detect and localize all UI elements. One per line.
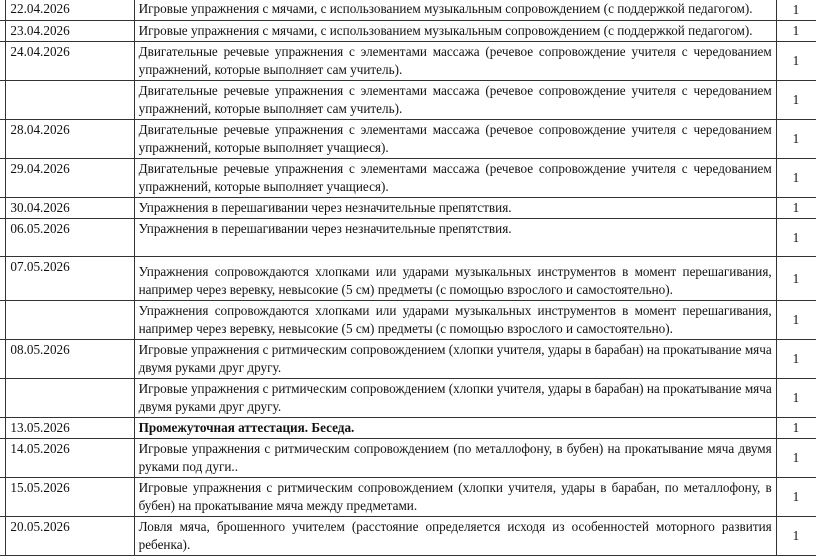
table-row (0, 301, 816, 340)
lesson-topic: Упражнения в перешагивании через незначительные препятствия. (134, 198, 776, 219)
lesson-topic: Упражнения сопровождаются хлопками или ударами музыкальных инструментов в момент перешагивания, например через веревку, невысокие (5 см) предметы (с помощью взрослого и самостоятельно). (134, 301, 776, 340)
table-row (0, 0, 816, 21)
lesson-date: 28.04.2026 (6, 120, 134, 159)
lesson-topic: Упражнения в перешагивании через незначительные препятствия. (134, 219, 776, 257)
table-row (0, 81, 816, 120)
table-row (0, 120, 816, 159)
lesson-date: 24.04.2026 (6, 42, 134, 81)
hours-count: 1 (776, 159, 816, 198)
lesson-date: 07.05.2026 (6, 257, 134, 301)
lesson-topic: Упражнения сопровождаются хлопками или ударами музыкальных инструментов в момент перешагивания, например через веревку, невысокие (5 см) предметы (с помощью взрослого и самостоятельно). (134, 257, 776, 301)
table-row (0, 478, 816, 517)
lesson-topic: Двигательные речевые упражнения с элементами массажа (речевое сопровождение учителя с чередованием упражнений, которые выполняет сам учитель). (134, 81, 776, 120)
lesson-date: 29.04.2026 (6, 159, 134, 198)
lesson-date (6, 379, 134, 418)
table-row (0, 517, 816, 556)
hours-count: 1 (776, 0, 816, 21)
lesson-date (6, 301, 134, 340)
hours-count: 1 (776, 198, 816, 219)
hours-count: 1 (776, 340, 816, 379)
table-row (0, 21, 816, 42)
lesson-topic: Игровые упражнения с ритмическим сопровождением (хлопки учителя, удары в барабан) на прокатывание мяча двумя руками друг другу. (134, 340, 776, 379)
hours-count: 1 (776, 21, 816, 42)
lesson-topic: Двигательные речевые упражнения с элементами массажа (речевое сопровождение учителя с чередованием упражнений, которые выполняет сам учитель). (134, 42, 776, 81)
hours-count: 1 (776, 439, 816, 478)
table-row (0, 379, 816, 418)
hours-count: 1 (776, 120, 816, 159)
table-row (0, 340, 816, 379)
lesson-topic: Двигательные речевые упражнения с элементами массажа (речевое сопровождение учителя с чередованием упражнений, которые выполняет учащиеся). (134, 120, 776, 159)
lesson-date: 15.05.2026 (6, 478, 134, 517)
lesson-date: 06.05.2026 (6, 219, 134, 257)
lesson-date: 08.05.2026 (6, 340, 134, 379)
lesson-topic: Игровые упражнения с мячами, с использованием музыкальным сопровождением (с поддержкой педагогом). (134, 0, 776, 21)
lesson-date: 20.05.2026 (6, 517, 134, 556)
lesson-date: 23.04.2026 (6, 21, 134, 42)
lesson-topic: Двигательные речевые упражнения с элементами массажа (речевое сопровождение учителя с чередованием упражнений, которые выполняет учащиеся). (134, 159, 776, 198)
hours-count: 1 (776, 418, 816, 439)
table-row (0, 198, 816, 219)
lesson-topic: Игровые упражнения с мячами, с использованием музыкальным сопровождением (с поддержкой педагогом). (134, 21, 776, 42)
table-row (0, 219, 816, 257)
table-row (0, 42, 816, 81)
hours-count: 1 (776, 301, 816, 340)
lesson-date: 22.04.2026 (6, 0, 134, 21)
lesson-topic: Промежуточная аттестация. Беседа. (134, 418, 776, 439)
hours-count: 1 (776, 81, 816, 120)
lesson-date: 30.04.2026 (6, 198, 134, 219)
lesson-date: 14.05.2026 (6, 439, 134, 478)
hours-count: 1 (776, 379, 816, 418)
hours-count: 1 (776, 42, 816, 81)
lesson-date (6, 81, 134, 120)
hours-count: 1 (776, 478, 816, 517)
hours-count: 1 (776, 257, 816, 301)
table-row (0, 257, 816, 301)
lesson-topic: Ловля мяча, брошенного учителем (расстояние определяется исходя из особенностей моторного развития ребенка). (134, 517, 776, 556)
lesson-date: 13.05.2026 (6, 418, 134, 439)
lesson-topic: Игровые упражнения с ритмическим сопровождением (хлопки учителя, удары в барабан, по металлофону, в бубен) на прокатывание мяча между предметами. (134, 478, 776, 517)
table-row (0, 159, 816, 198)
table-row (0, 439, 816, 478)
hours-count: 1 (776, 517, 816, 556)
lesson-topic: Игровые упражнения с ритмическим сопровождением (по металлофону, в бубен) на прокатывание мяча двумя руками под дуги.. (134, 439, 776, 478)
lesson-topic: Игровые упражнения с ритмическим сопровождением (хлопки учителя, удары в барабан) на прокатывание мяча двумя руками друг другу. (134, 379, 776, 418)
hours-count: 1 (776, 219, 816, 257)
table-row (0, 418, 816, 439)
